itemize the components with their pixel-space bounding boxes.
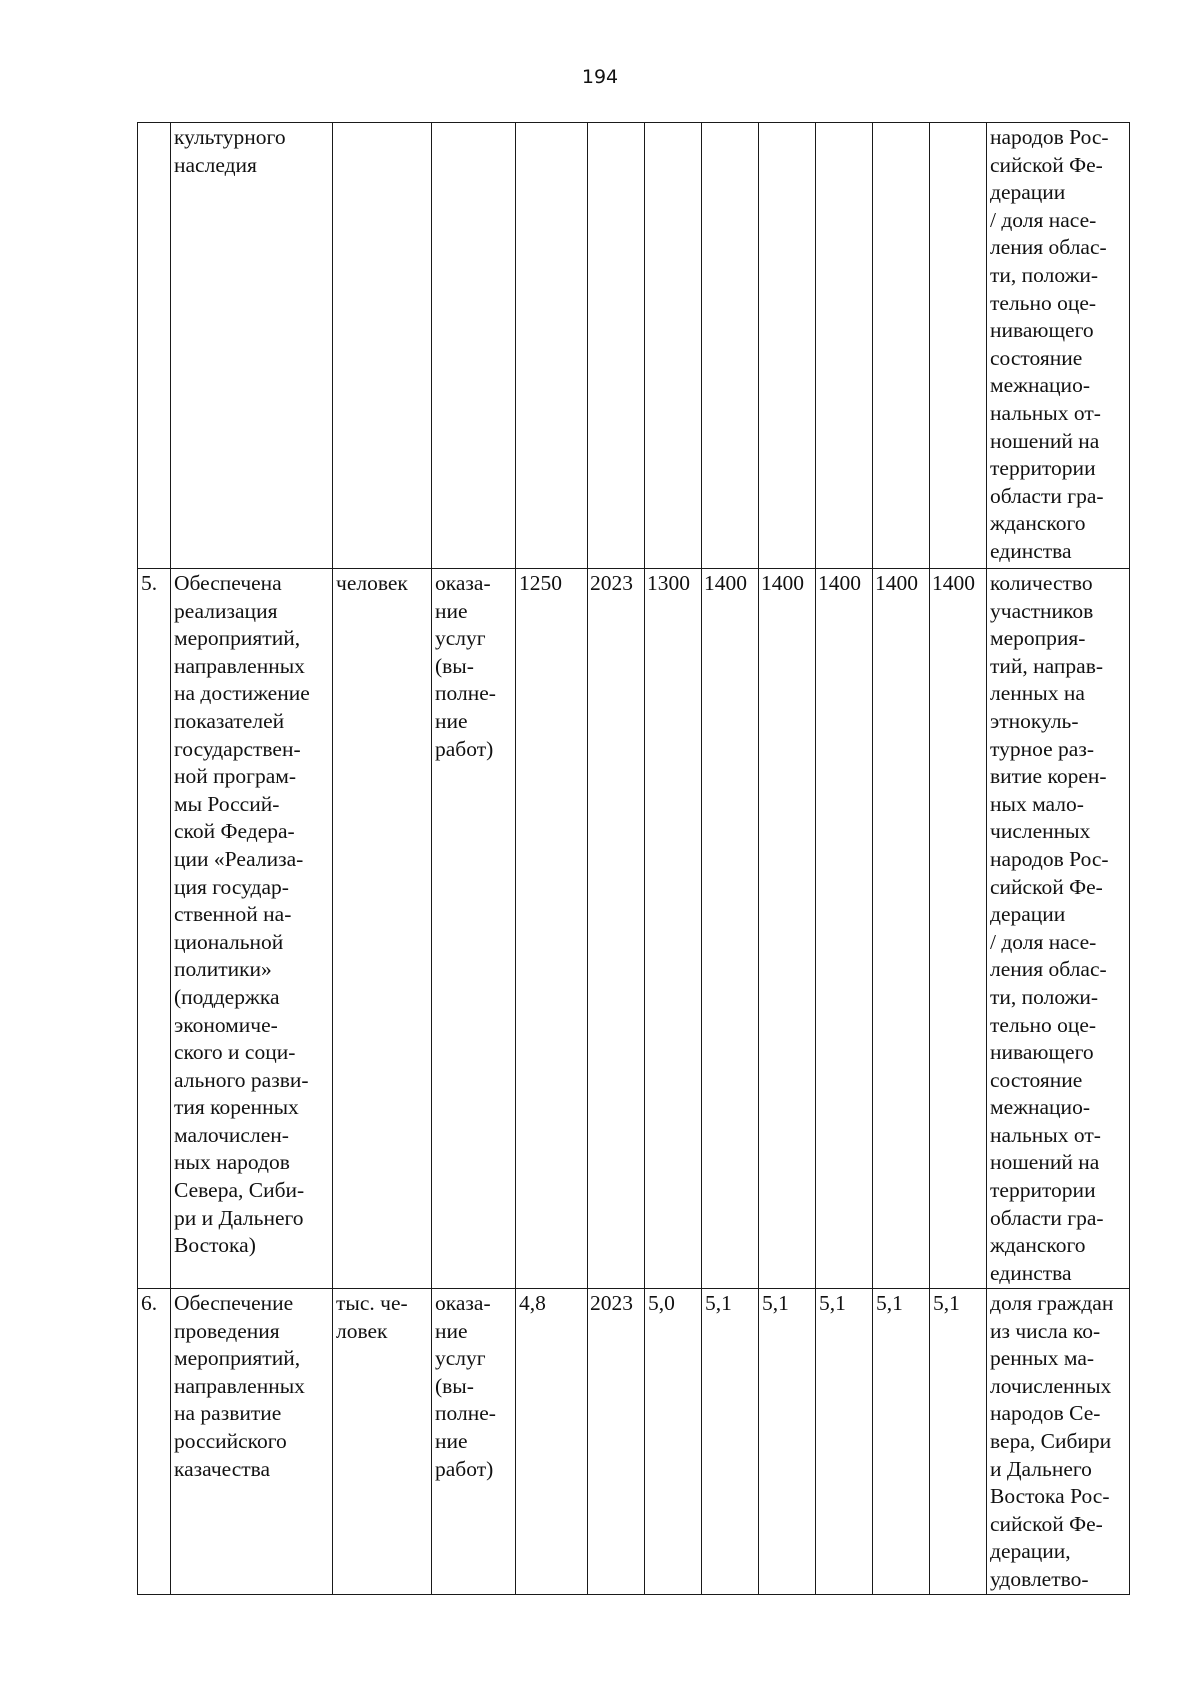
activity-type: оказа- ние услуг (вы- полне- ние работ) — [432, 1289, 516, 1595]
year-value-3: 5,1 — [759, 1289, 816, 1595]
base-value — [516, 123, 588, 569]
activity-name: культурного наследия — [171, 123, 333, 569]
indicator-table — [137, 122, 1130, 1595]
year-value-1: 1300 — [645, 569, 702, 1289]
year-value-3 — [759, 123, 816, 569]
year-value-4: 1400 — [816, 569, 873, 1289]
activity-type: оказа- ние услуг (вы- полне- ние работ) — [432, 569, 516, 1289]
indicator-description: доля граждан из числа ко- ренных ма- лочисленных народов Се- вера, Сибири и Дальнего Востока Рос- сийской Фе- дерации, удовлетво- — [987, 1289, 1130, 1595]
unit-of-measure — [333, 123, 432, 569]
base-year — [588, 123, 645, 569]
table-row — [138, 123, 1130, 569]
table-row — [138, 569, 1130, 1289]
indicator-description: количество участников мероприя- тий, направ- ленных на этнокуль- турное раз- витие корен- ных мало- численных народов Рос- сийской Фе- дерации / доля насе- ления облас- ти, положи- тельно оце- нивающего состояние межнацио- нальных от- ношений на территории области гра- жданского единства — [987, 569, 1130, 1289]
year-value-6: 5,1 — [930, 1289, 987, 1595]
year-value-2: 1400 — [702, 569, 759, 1289]
year-value-5: 1400 — [873, 569, 930, 1289]
year-value-6: 1400 — [930, 569, 987, 1289]
base-year: 2023 — [588, 569, 645, 1289]
year-value-5 — [873, 123, 930, 569]
row-number: 6. — [138, 1289, 171, 1595]
indicator-description: народов Рос- сийской Фе- дерации / доля насе- ления облас- ти, положи- тельно оце- нивающего состояние межнацио- нальных от- ношений на территории области гра- жданского единства — [987, 123, 1130, 569]
year-value-6 — [930, 123, 987, 569]
year-value-5: 5,1 — [873, 1289, 930, 1595]
page-number: 194 — [581, 66, 619, 88]
year-value-4 — [816, 123, 873, 569]
row-number: 5. — [138, 569, 171, 1289]
activity-name: Обеспечение проведения мероприятий, направленных на развитие российского казачества — [171, 1289, 333, 1595]
year-value-3: 1400 — [759, 569, 816, 1289]
row-number — [138, 123, 171, 569]
year-value-4: 5,1 — [816, 1289, 873, 1595]
year-value-2: 5,1 — [702, 1289, 759, 1595]
base-value: 4,8 — [516, 1289, 588, 1595]
year-value-1 — [645, 123, 702, 569]
unit-of-measure: тыс. че- ловек — [333, 1289, 432, 1595]
year-value-2 — [702, 123, 759, 569]
base-value: 1250 — [516, 569, 588, 1289]
base-year: 2023 — [588, 1289, 645, 1595]
unit-of-measure: человек — [333, 569, 432, 1289]
activity-type — [432, 123, 516, 569]
year-value-1: 5,0 — [645, 1289, 702, 1595]
table-row — [138, 1289, 1130, 1595]
activity-name: Обеспечена реализация мероприятий, направленных на достижение показателей государствен- ной програм- мы Россий- ской Федера- ции «Реализа- ция государ- ственной на- циональной политики» (поддержка экономиче- ского и соци- ального разви- тия коренных малочислен- ных народов Севера, Сиби- ри и Дальнего Востока) — [171, 569, 333, 1289]
